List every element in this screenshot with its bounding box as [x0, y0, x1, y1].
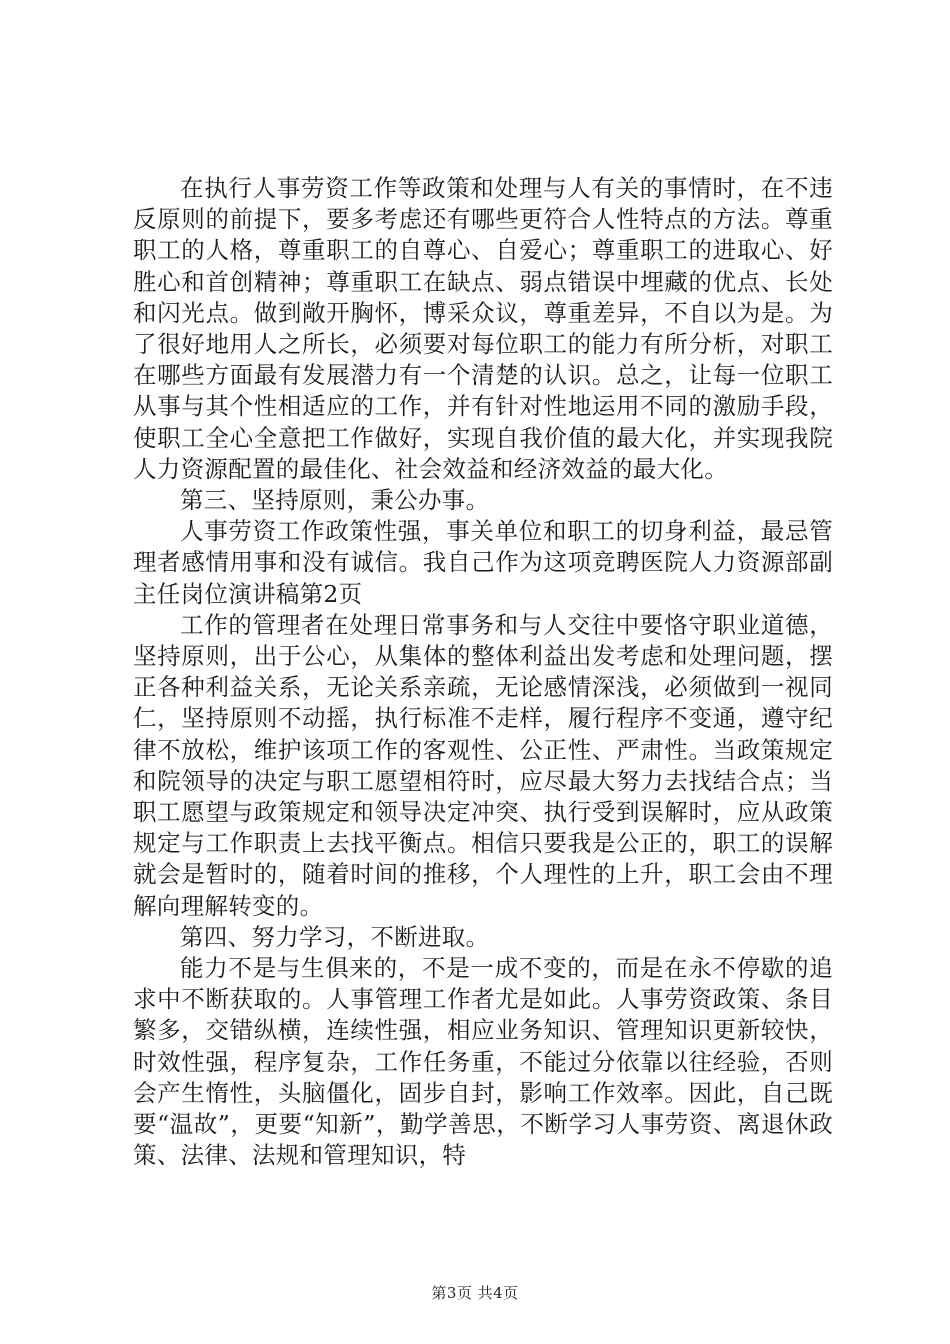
- paragraph-continuous-learning: 能力不是与生俱来的，不是一成不变的，而是在永不停歇的追求中不断获取的。人事管理工作者尤是如此。人事劳资政策、条目繁多，交错纵横，连续性强，相应业务知识、管理知识更新较快，时效性强，程序复杂，工作任务重，不能过分依靠以往经验，否则会产生惰性，头脑僵化，固步自封，影响工作效率。因此，自己既要“温故”，更要“知新”，勤学善思，不断学习人事劳资、离退休政策、法律、法规和管理知识，特: [133, 954, 833, 1170]
- page-footer: 第3页 共4页: [431, 1284, 519, 1302]
- paragraph-professional-ethics: 工作的管理者在处理日常事务和与人交往中要恪守职业道德，坚持原则，出于公心，从集体的整体利益出发考虑和处理问题，摆正各种利益关系，无论关系亲疏，无论感情深浅，必须做到一视同仁，坚持原则不动摇，执行标准不走样，履行程序不变通，遵守纪律不放松，维护该项工作的客观性、公正性、严肃性。当政策规定和院领导的决定与职工愿望相符时，应尽最大努力去找结合点；当职工愿望与政策规定和领导决定冲突、执行受到误解时，应从政策规定与工作职责上去找平衡点。相信只要我是公正的，职工的误解就会是暂时的，随着时间的推移，个人理性的上升，职工会由不理解向理解转变的。: [133, 610, 833, 920]
- paragraph-policy-nature: 人事劳资工作政策性强，事关单位和职工的切身利益，最忌管理者感情用事和没有诚信。我自己作为这项竞聘医院人力资源部副主任岗位演讲稿第2页: [133, 517, 833, 608]
- document-body: [133, 173, 833, 1172]
- paragraph-respect-staff: 在执行人事劳资工作等政策和处理与人有关的事情时，在不违反原则的前提下，要多考虑还有哪些更符合人性特点的方法。尊重职工的人格，尊重职工的自尊心、自爱心；尊重职工的进取心、好胜心和首创精神；尊重职工在缺点、弱点错误中埋藏的优点、长处和闪光点。做到敞开胸怀，博采众议，尊重差异，不自以为是。为了很好地用人之所长，必须要对每位职工的能力有所分析，对职工在哪些方面最有发展潜力有一个清楚的认识。总之，让每一位职工从事与其个性相适应的工作，并有针对性地运用不同的激励手段，使职工全心全意把工作做好，实现自我价值的最大化，并实现我院人力资源配置的最佳化、社会效益和经济效益的最大化。: [133, 174, 833, 483]
- heading-section-four: 第四、努力学习，不断进取。: [180, 922, 490, 951]
- heading-section-three: 第三、坚持原则，秉公办事。: [180, 486, 490, 515]
